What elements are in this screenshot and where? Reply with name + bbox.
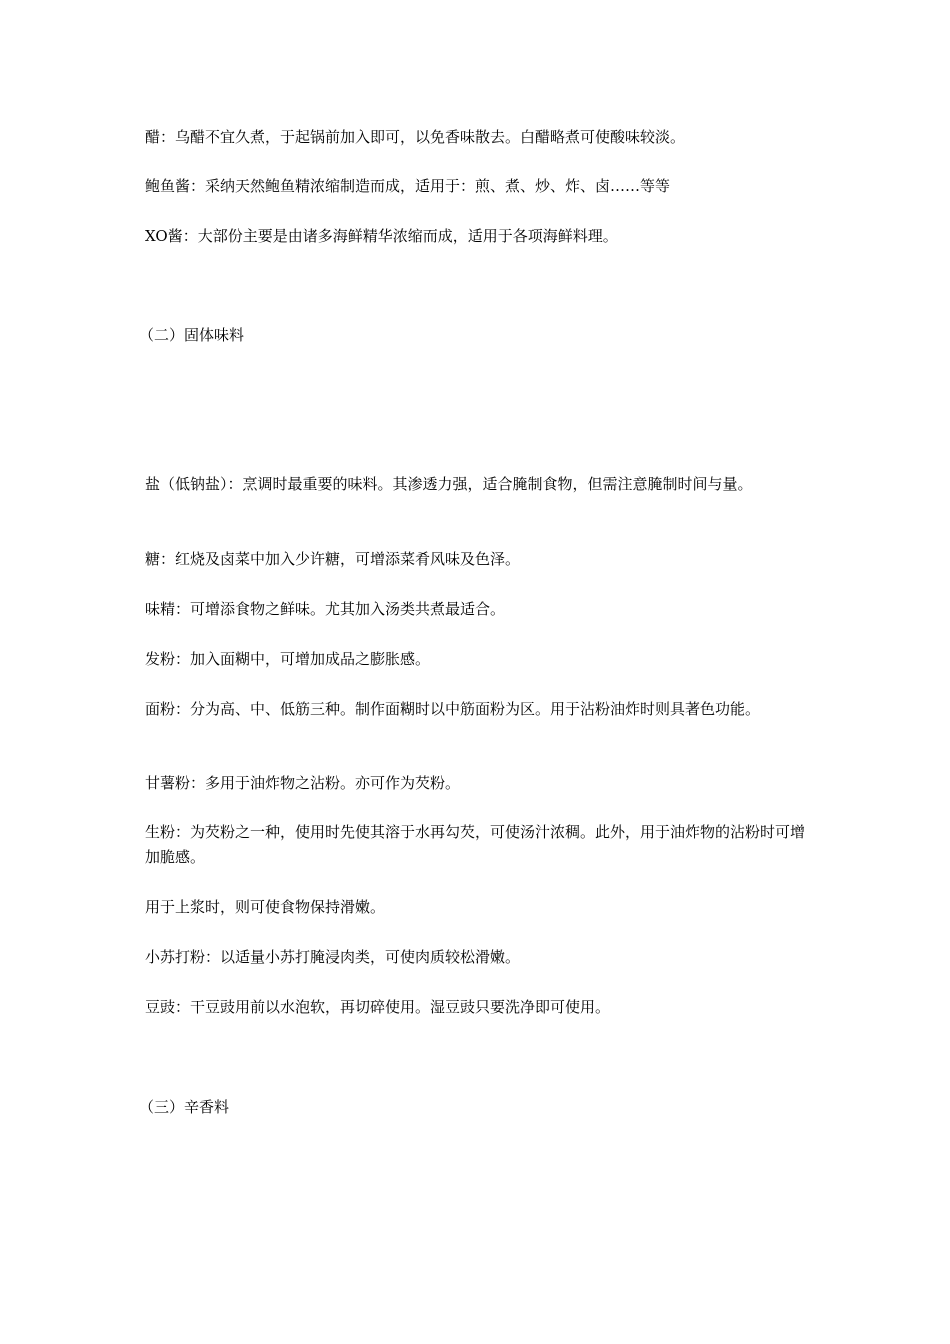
paragraph-msg: 味精：可增添食物之鲜味。尤其加入汤类共煮最适合。 [145, 600, 506, 618]
paragraph-vinegar: 醋：乌醋不宜久煮，于起锅前加入即可，以免香味散去。白醋略煮可使酸味较淡。 [145, 128, 686, 146]
paragraph-baking-soda: 小苏打粉：以适量小苏打腌浸肉类，可使肉质较松滑嫩。 [145, 948, 521, 966]
paragraph-baking-powder: 发粉：加入面糊中，可增加成品之膨胀感。 [145, 650, 431, 668]
paragraph-raw-starch: 生粉：为芡粉之一种，使用时先使其溶于水再勾芡，可使汤汁浓稠。此外，用于油炸物的沾粉时可增加脆感。 [145, 823, 806, 866]
paragraph-salt: 盐（低钠盐）：烹调时最重要的味料。其渗透力强，适合腌制食物，但需注意腌制时间与量。 [145, 475, 753, 493]
section-heading-spices: （三）辛香料 [139, 1098, 230, 1116]
paragraph-sweet-potato-starch: 甘薯粉：多用于油炸物之沾粉。亦可作为芡粉。 [145, 774, 461, 792]
paragraph-flour: 面粉：分为高、中、低筋三种。制作面糊时以中筋面粉为区。用于沾粉油炸时则具著色功能。 [145, 700, 761, 718]
section-heading-solid-seasonings: （二）固体味料 [139, 326, 245, 344]
paragraph-sugar: 糖：红烧及卤菜中加入少许糖，可增添菜肴风味及色泽。 [145, 550, 521, 568]
paragraph-fermented-beans: 豆豉：干豆豉用前以水泡软，再切碎使用。湿豆豉只要洗净即可使用。 [145, 998, 611, 1016]
paragraph-sizing: 用于上浆时，则可使食物保持滑嫩。 [145, 898, 386, 916]
paragraph-xo-sauce: XO酱：大部份主要是由诸多海鲜精华浓缩而成，适用于各项海鲜料理。 [145, 227, 618, 245]
paragraph-abalone-sauce: 鲍鱼酱：采纳天然鲍鱼精浓缩制造而成，适用于：煎、煮、炒、炸、卤……等等 [145, 177, 671, 195]
